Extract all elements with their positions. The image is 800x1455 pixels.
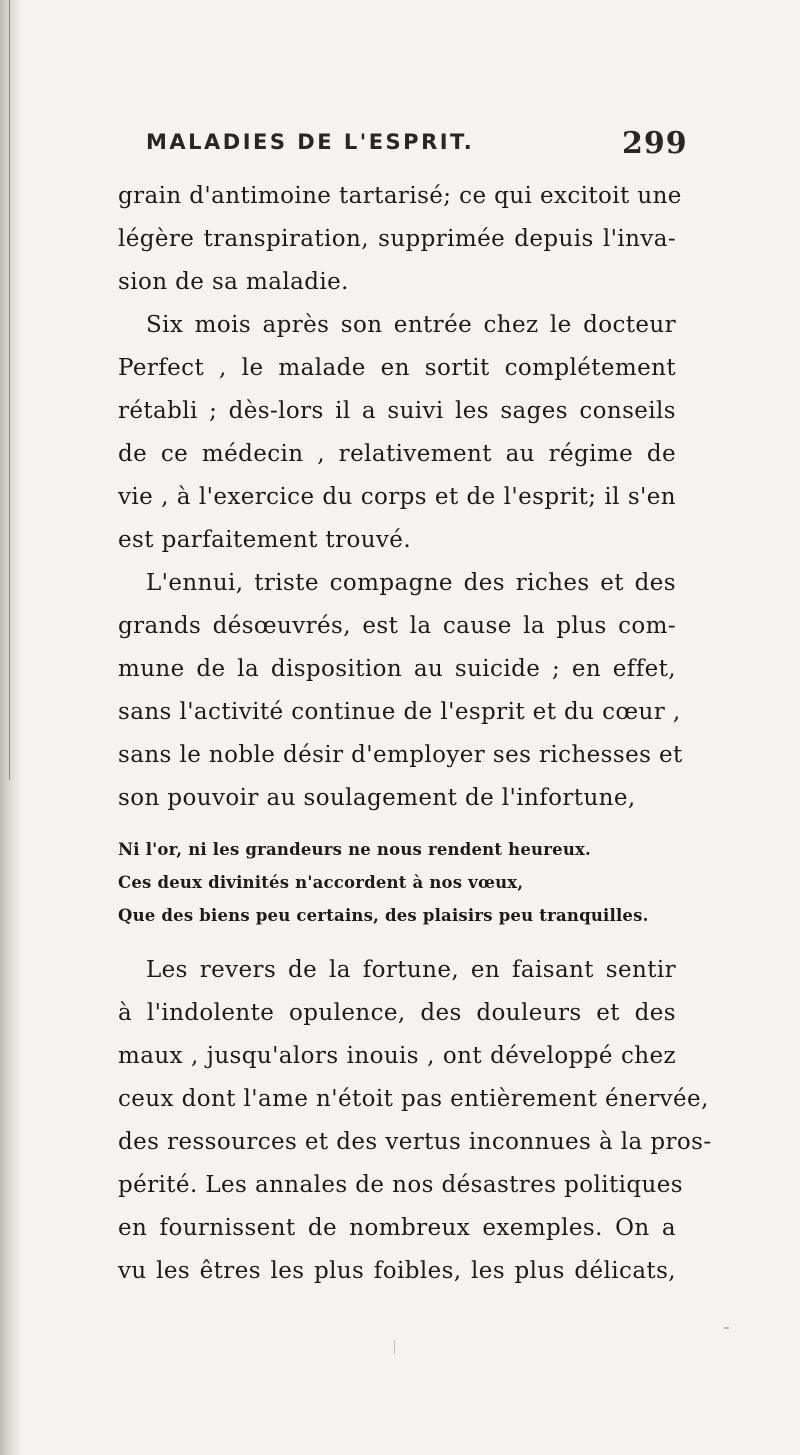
text-line: grain d'antimoine tartarisé; ce qui excitoit une [118,183,682,209]
text-line: rétabli ; dès-lors il a suivi les sages conseils [118,398,676,424]
text-line: vu les êtres les plus foibles, les plus délicats, [118,1258,676,1284]
text-line: en fournissent de nombreux exemples. On a [118,1215,676,1241]
text-line: Les revers de la fortune, en faisant sentir [146,957,676,983]
text-line: maux , jusqu'alors inouis , ont développé chez [118,1043,676,1069]
text-line: Perfect , le malade en sortit complétement [118,355,676,381]
verse-line: Ni l'or, ni les grandeurs ne nous rendent heureux. [118,840,591,859]
text-line: mune de la disposition au suicide ; en effet, [118,656,676,682]
scan-speck [724,1327,729,1329]
text-line: de ce médecin , relativement au régime de [118,441,676,467]
text-line: vie , à l'exercice du corps et de l'esprit; il s'en [118,484,676,510]
text-line: L'ennui, triste compagne des riches et des [146,570,676,596]
text-line: sans le noble désir d'employer ses richesses et [118,742,683,768]
text-line: ceux dont l'ame n'étoit pas entièrement énervée, [118,1086,709,1112]
running-head-title: MALADIES DE L'ESPRIT. [146,130,475,154]
text-line: son pouvoir au soulagement de l'infortune, [118,785,636,811]
scan-speck [394,1340,395,1354]
page-number: 299 [622,126,688,161]
binding-shadow-line [9,0,10,780]
verse-line: Ces deux divinités n'accordent à nos vœux, [118,873,524,892]
text-line: est parfaitement trouvé. [118,527,412,553]
text-line: à l'indolente opulence, des douleurs et des [118,1000,676,1026]
text-line: sans l'activité continue de l'esprit et du cœur , [118,699,681,725]
text-line: légère transpiration, supprimée depuis l'inva- [118,226,676,252]
text-line: sion de sa maladie. [118,269,349,295]
text-line: grands désœuvrés, est la cause la plus com- [118,613,676,639]
verse-line: Que des biens peu certains, des plaisirs peu tranquilles. [118,906,649,925]
text-line: Six mois après son entrée chez le docteur [146,312,676,338]
text-line: des ressources et des vertus inconnues à la pros- [118,1129,712,1155]
text-line: périté. Les annales de nos désastres politiques [118,1172,683,1198]
page-binding-edge [0,0,22,1455]
